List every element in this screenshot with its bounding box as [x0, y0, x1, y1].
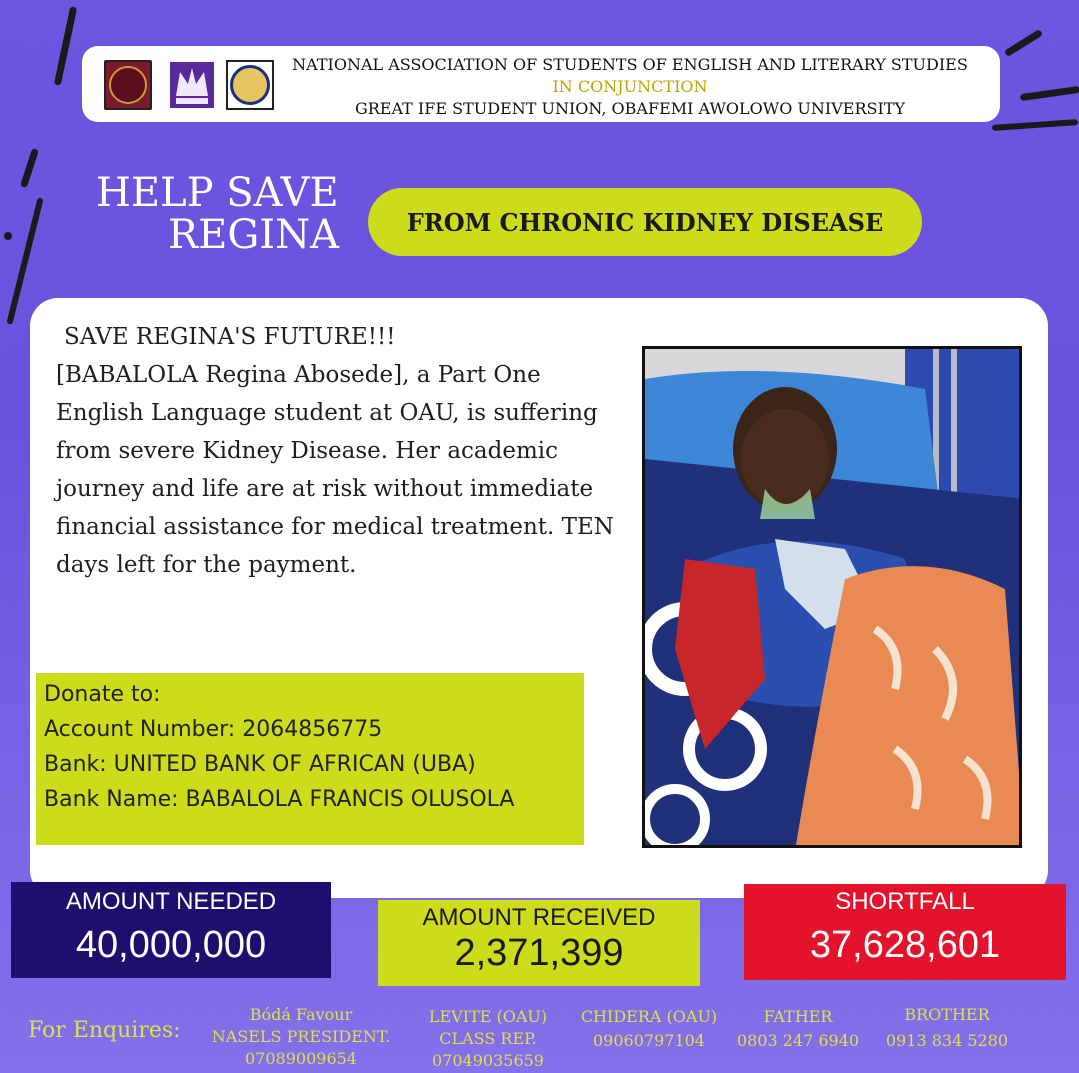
amount-needed-label: AMOUNT NEEDED	[65, 888, 277, 915]
story-body: [BABALOLA Regina Abosede], a Part One English Language student at OAU, is suffering from severe Kidney Disease. Her academic journey and life are at risk without immediate financial assistance for medical treatment. TEN days left for the payment.	[56, 362, 614, 578]
story-headline: SAVE REGINA'S FUTURE!!!	[64, 324, 396, 350]
enquires-label: For Enquires:	[28, 1018, 181, 1043]
student-union-logo	[104, 60, 152, 110]
contact-brother	[880, 1004, 1014, 1052]
contact-phone: 09060797104	[593, 1031, 705, 1050]
nasels-logo	[168, 60, 216, 110]
shortfall-box	[744, 884, 1066, 980]
title-line-1: HELP SAVE	[96, 170, 339, 216]
contact-phone: 07049035659	[432, 1051, 544, 1070]
story-text	[56, 318, 616, 584]
contact-phone: 0913 834 5280	[885, 1031, 1009, 1050]
hospital-bed-illustration	[645, 349, 1022, 848]
decor-stroke-5	[1020, 86, 1079, 101]
account-number: Account Number: 2064856775	[44, 717, 383, 742]
decor-stroke-6	[992, 119, 1078, 131]
contact-father	[732, 1006, 864, 1052]
contact-name: CHIDERA (OAU)	[580, 1007, 718, 1026]
amount-received-value: 2,371,399	[454, 932, 624, 974]
bank: Bank: UNITED BANK OF AFRICAN (UBA)	[44, 752, 476, 777]
contact-phone: 07089009654	[245, 1049, 357, 1068]
header-line-1: NATIONAL ASSOCIATION OF STUDENTS OF ENGLISH AND LITERARY STUDIES	[292, 55, 968, 74]
bank-name: Bank Name: BABALOLA FRANCIS OLUSOLA	[44, 787, 515, 812]
decor-dot	[4, 232, 12, 240]
contact-name: LEVITE (OAU)	[428, 1007, 548, 1026]
donation-details	[36, 673, 584, 845]
amount-needed-value: 40,000,000	[75, 924, 267, 966]
contact-role: CLASS REP.	[439, 1029, 537, 1048]
amount-needed-box	[11, 882, 331, 978]
contact-role: NASELS PRESIDENT.	[211, 1027, 391, 1046]
title-line-2: REGINA	[168, 212, 339, 258]
contact-phone: 0803 247 6940	[736, 1031, 860, 1050]
contact-president	[206, 1004, 396, 1070]
contact-name: BROTHER	[904, 1005, 990, 1024]
amount-received-box	[378, 900, 700, 986]
patient-photo	[642, 346, 1022, 848]
oau-logo	[226, 60, 274, 110]
header-text	[280, 54, 980, 120]
contact-class-rep	[420, 1006, 556, 1072]
contact-name: Bódá Favour	[249, 1005, 353, 1024]
decor-stroke-1	[54, 6, 77, 86]
donate-heading: Donate to:	[44, 682, 161, 707]
header-line-3: GREAT IFE STUDENT UNION, OBAFEMI AWOLOWO UNIVERSITY	[354, 99, 906, 118]
nasels-crown-icon	[170, 62, 214, 108]
decor-stroke-2	[20, 148, 39, 188]
page-title	[96, 172, 339, 256]
shortfall-value: 37,628,601	[809, 924, 1001, 966]
subtitle-pill: FROM CHRONIC KIDNEY DISEASE	[368, 188, 922, 256]
amount-received-label: AMOUNT RECEIVED	[422, 904, 656, 931]
decor-stroke-4	[1004, 29, 1043, 57]
contact-chidera	[572, 1006, 726, 1052]
shortfall-label: SHORTFALL	[835, 888, 975, 915]
header-line-2: IN CONJUNCTION	[552, 77, 708, 96]
contact-name: FATHER	[763, 1007, 833, 1026]
header-banner	[82, 46, 1000, 122]
